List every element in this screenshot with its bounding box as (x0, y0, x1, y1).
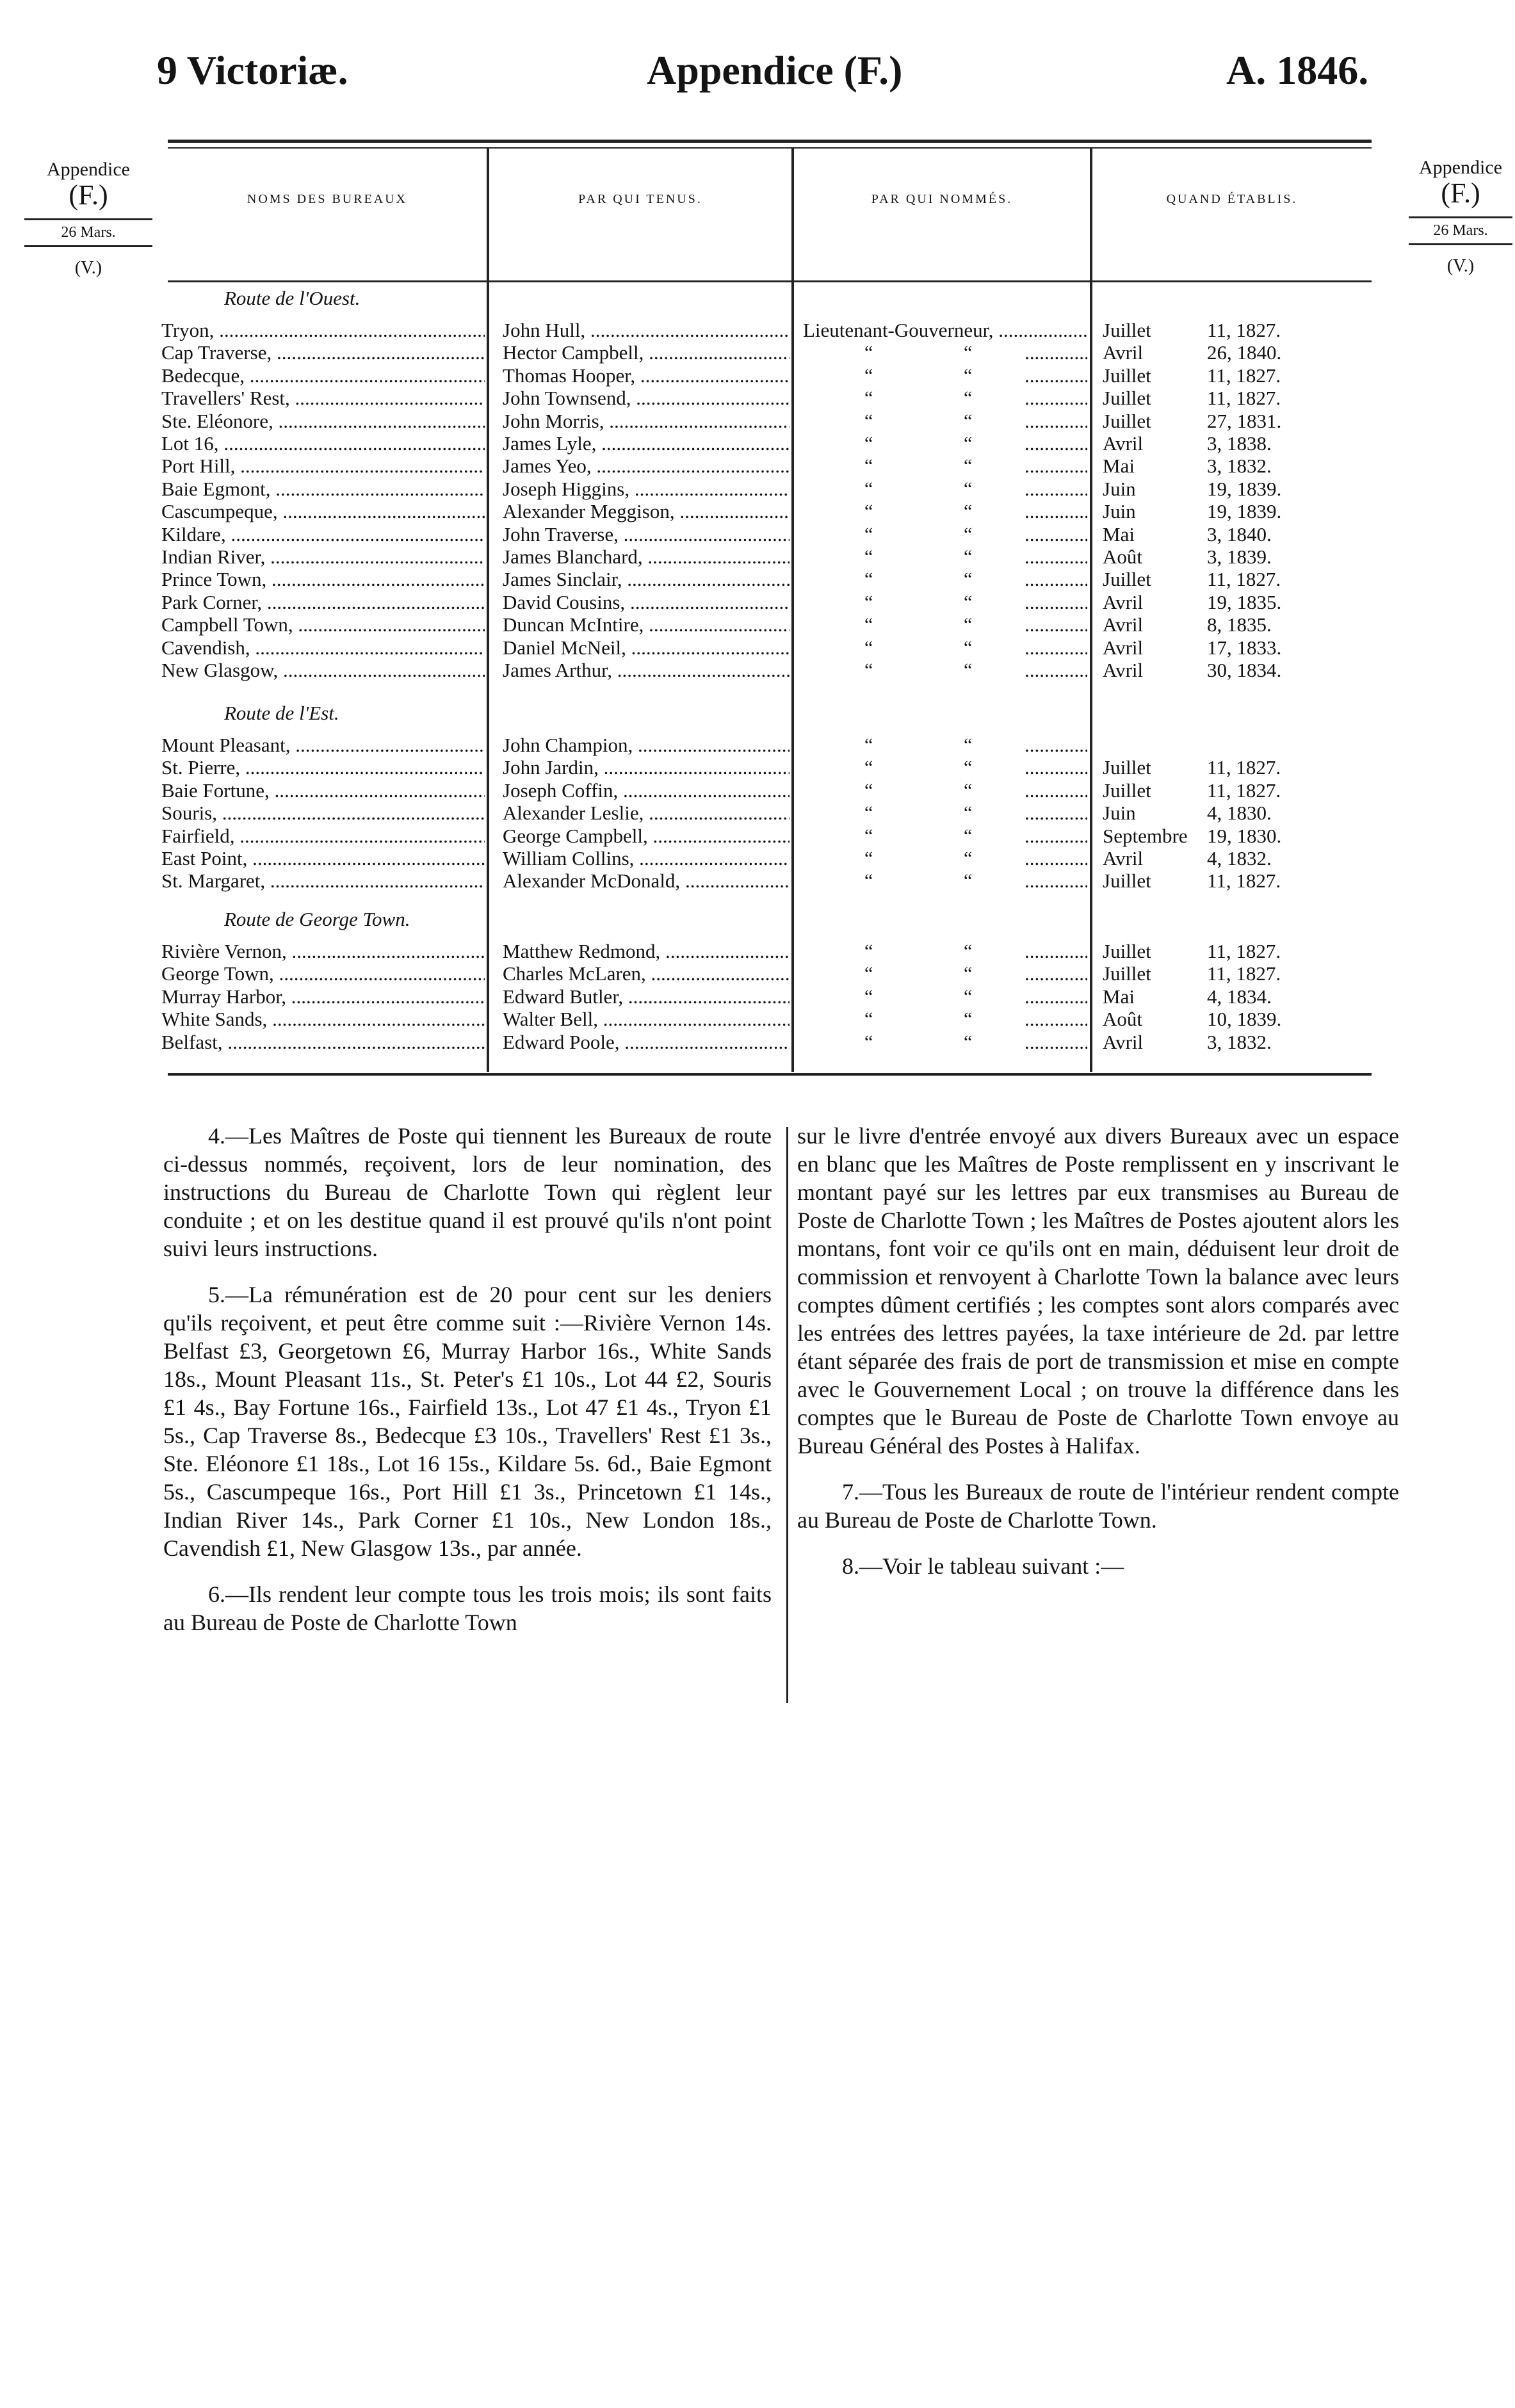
established-month: Juillet (1103, 364, 1151, 387)
leader-dots (1025, 1008, 1087, 1031)
keeper-name: Thomas Hooper, ..... (503, 364, 790, 387)
established-month: Juillet (1103, 319, 1151, 341)
established-date: 26, 1840. (1207, 341, 1282, 364)
leader-dots (1025, 364, 1087, 387)
established-month: Août (1103, 1008, 1142, 1031)
ditto-mark: “ (964, 1008, 973, 1030)
office-name: White Sands, ..... (161, 1008, 485, 1031)
office-name: George Town, ..... (161, 962, 485, 985)
office-name: Rivière Vernon, ..... (161, 940, 485, 963)
office-name: Travellers' Rest, ..... (161, 387, 485, 410)
leader-dots (1025, 869, 1087, 893)
leader-dots (1025, 500, 1087, 523)
established-date: 11, 1827. (1207, 568, 1281, 591)
established-month: Avril (1103, 613, 1144, 636)
ditto-mark: “ (864, 569, 873, 590)
leader-dots (1025, 478, 1087, 501)
ditto-mark: “ (964, 779, 973, 801)
office-name: St. Margaret, ..... (161, 869, 485, 893)
ditto-mark: “ (964, 410, 973, 432)
ditto-mark: “ (864, 455, 873, 477)
office-name: Cavendish, ..... (161, 636, 485, 659)
leader-dots (1025, 985, 1087, 1008)
office-name: Park Corner, ..... (161, 591, 485, 614)
margin-letter: (F.) (1441, 177, 1480, 209)
leader-dots (1025, 455, 1087, 478)
office-name: Prince Town, ..... (161, 568, 485, 591)
keeper-name: Edward Butler, ..... (503, 985, 790, 1008)
leader-dots (1025, 432, 1087, 455)
paragraph: 4.—Les Maîtres de Poste qui tiennent les Bureaux de route ci-dessus nommés, reçoivent, lors de leur nomination, des instructions du Bureau de Charlotte Town qui règlent leur conduite ; et on les destitue quand il est prouvé qu'ils n'ont point suivi leurs instructions. (163, 1123, 772, 1261)
established-month: Avril (1103, 636, 1144, 659)
appointer-name: Lieutenant-Gouverneur, ..... (803, 319, 1088, 342)
leader-dots (1025, 1031, 1087, 1054)
established-month: Juin (1103, 802, 1136, 825)
keeper-name: Joseph Higgins, ..... (503, 478, 790, 501)
text-column-right (797, 1122, 1399, 1598)
text-column-left (163, 1122, 772, 1654)
column-divider (1090, 149, 1092, 1072)
leader-dots (1025, 523, 1087, 546)
ditto-mark: “ (964, 636, 973, 658)
keeper-name: James Yeo, ..... (503, 455, 790, 478)
table-rule-header (168, 280, 1372, 282)
established-date: 3, 1839. (1207, 545, 1272, 568)
office-name: Tryon, ..... (161, 319, 485, 342)
established-month: Juillet (1103, 756, 1151, 779)
ditto-mark: “ (964, 433, 973, 454)
established-month: Août (1103, 545, 1142, 568)
established-date: 11, 1827. (1207, 779, 1281, 802)
ditto-mark: “ (864, 478, 873, 499)
office-name: Campbell Town, ..... (161, 613, 485, 636)
ditto-mark: “ (964, 941, 973, 962)
established-date: 3, 1832. (1207, 1030, 1272, 1053)
leader-dots (1025, 756, 1087, 779)
established-date: 3, 1840. (1207, 522, 1272, 545)
ditto-mark: “ (864, 1008, 873, 1030)
leader-dots (1025, 779, 1087, 802)
ditto-mark: “ (864, 825, 873, 846)
ditto-mark: “ (864, 410, 873, 432)
established-month: Mai (1103, 522, 1135, 545)
keeper-name: John Traverse, ..... (503, 523, 790, 546)
route-heading: Route de l'Est. (224, 702, 339, 724)
ditto-mark: “ (864, 734, 873, 756)
office-name: Baie Egmont, ..... (161, 478, 485, 501)
leader-dots (1025, 410, 1087, 433)
text-column-divider (786, 1127, 788, 1703)
established-month: Mai (1103, 985, 1135, 1008)
office-name: Lot 16, ..... (161, 432, 485, 455)
established-month: Juillet (1103, 869, 1151, 893)
ditto-mark: “ (864, 546, 873, 567)
ditto-mark: “ (864, 433, 873, 454)
ditto-mark: “ (864, 985, 873, 1007)
ditto-mark: “ (864, 870, 873, 892)
leader-dots (1025, 545, 1087, 569)
keeper-name: John Morris, ..... (503, 410, 790, 433)
margin-letter: (F.) (69, 179, 108, 211)
ditto-mark: “ (864, 963, 873, 985)
ditto-mark: “ (964, 1031, 973, 1053)
ditto-mark: “ (964, 501, 973, 522)
established-date: 10, 1839. (1207, 1008, 1282, 1031)
ditto-mark: “ (964, 546, 973, 567)
established-date: 30, 1834. (1207, 659, 1282, 681)
established-date: 3, 1838. (1207, 432, 1272, 455)
office-name: Bedecque, ..... (161, 364, 485, 387)
margin-note-left (24, 159, 152, 279)
ditto-mark: “ (964, 523, 973, 545)
established-month: Avril (1103, 847, 1144, 869)
office-name: Port Hill, ..... (161, 455, 485, 478)
keeper-name: John Townsend, ..... (503, 387, 790, 410)
keeper-name: Duncan McIntire, ..... (503, 613, 790, 636)
paragraph: 6.—Ils rendent leur compte tous les trois mois; ils sont faits au Bureau de Poste de Charlotte Town (163, 1581, 772, 1635)
leader-dots (1025, 659, 1087, 682)
established-month: Juin (1103, 500, 1136, 523)
established-month: Juin (1103, 477, 1136, 500)
column-header-established: QUAND ÉTABLIS. (1166, 192, 1298, 206)
column-header-keeper: PAR QUI TENUS. (578, 192, 702, 206)
keeper-name: Matthew Redmond, ..... (503, 940, 790, 963)
established-date: 19, 1835. (1207, 590, 1282, 613)
ditto-mark: “ (964, 734, 973, 756)
established-date: 4, 1832. (1207, 847, 1272, 869)
margin-date: 26 Mars. (1409, 216, 1512, 245)
established-date: 3, 1832. (1207, 455, 1272, 478)
established-month: Avril (1103, 432, 1144, 455)
paragraph: sur le livre d'entrée envoyé aux divers Bureaux avec un espace en blanc que les Maîtres de Poste remplissent en y inscrivant le montant payé sur les lettres par eux transmises au Bureau de Poste de Charlotte Town ; les Maîtres de Postes ajoutent alors les montans, font voir ce qu'ils ont en main, déduisent leur droit de commission et renvoyent à Charlotte Town la balance avec leurs comptes dûment certifiés ; les comptes sont alors comparés avec les entrées des lettres payées, la taxe intérieure de 2d. par lettre étant séparée des frais de port de transmission et mise en compte avec le Gouvernement Local ; on trouve la différence dans les comptes que le Bureau de Poste de Charlotte Town envoye au Bureau Général des Postes à Halifax. (797, 1123, 1399, 1459)
ditto-mark: “ (964, 802, 973, 824)
ditto-mark: “ (964, 659, 973, 681)
ditto-mark: “ (964, 963, 973, 985)
keeper-name: George Campbell, ..... (503, 825, 790, 848)
margin-label: Appendice (1419, 157, 1502, 178)
office-name: Souris, ..... (161, 802, 485, 825)
established-month: Juillet (1103, 940, 1151, 962)
established-date: 19, 1839. (1207, 477, 1282, 500)
office-name: East Point, ..... (161, 847, 485, 870)
ditto-mark: “ (964, 342, 973, 364)
established-date: 11, 1827. (1207, 756, 1281, 779)
keeper-name: Daniel McNeil, ..... (503, 636, 790, 659)
ditto-mark: “ (864, 636, 873, 658)
leader-dots (1025, 962, 1087, 985)
ditto-mark: “ (964, 985, 973, 1007)
header-left: 9 Victoriæ. (157, 47, 348, 93)
ditto-mark: “ (964, 478, 973, 499)
paragraph: 8.—Voir le tableau suivant :— (842, 1553, 1124, 1579)
established-month: Juillet (1103, 409, 1151, 432)
ditto-mark: “ (964, 387, 973, 409)
office-name: Fairfield, ..... (161, 825, 485, 848)
keeper-name: Alexander Meggison, ..... (503, 500, 790, 523)
ditto-mark: “ (864, 501, 873, 522)
established-month: Septembre (1103, 824, 1188, 847)
column-header-offices: NOMS DES BUREAUX (247, 192, 408, 206)
established-date: 17, 1833. (1207, 636, 1282, 659)
margin-note-right (1409, 157, 1512, 277)
established-month: Juillet (1103, 962, 1151, 985)
leader-dots (1025, 387, 1087, 410)
office-name: Indian River, ..... (161, 545, 485, 569)
established-month: Avril (1103, 1030, 1144, 1053)
established-month: Juillet (1103, 568, 1151, 591)
ditto-mark: “ (964, 364, 973, 386)
header-right: A. 1846. (1226, 47, 1369, 93)
ditto-mark: “ (964, 848, 973, 869)
ditto-mark: “ (864, 941, 873, 962)
established-month: Juillet (1103, 387, 1151, 410)
ditto-mark: “ (964, 870, 973, 892)
table-rule-top (168, 140, 1372, 143)
leader-dots (1025, 613, 1087, 636)
margin-label: Appendice (47, 159, 130, 180)
keeper-name: James Lyle, ..... (503, 432, 790, 455)
established-date: 27, 1831. (1207, 409, 1282, 432)
ditto-mark: “ (864, 659, 873, 681)
route-heading: Route de George Town. (224, 908, 410, 930)
ditto-mark: “ (864, 523, 873, 545)
established-date: 8, 1835. (1207, 613, 1272, 636)
keeper-name: John Hull, ..... (503, 319, 790, 342)
established-date: 11, 1827. (1207, 962, 1281, 985)
office-name: Ste. Eléonore, ..... (161, 410, 485, 433)
ditto-mark: “ (964, 757, 973, 779)
keeper-name: William Collins, ..... (503, 847, 790, 870)
established-date: 4, 1830. (1207, 802, 1272, 825)
office-name: New Glasgow, ..... (161, 659, 485, 682)
margin-section: (V.) (1446, 255, 1475, 276)
ditto-mark: “ (864, 848, 873, 869)
column-divider (791, 149, 794, 1072)
keeper-name: Alexander Leslie, ..... (503, 802, 790, 825)
established-date: 11, 1827. (1207, 319, 1281, 341)
leader-dots (1025, 802, 1087, 825)
paragraph: 5.—La rémunération est de 20 pour cent sur les deniers qu'ils reçoivent, et peut être comme suit :—Rivière Vernon 14s. Belfast £3, Georgetown £6, Murray Harbor 16s., White Sands 18s., Mount Pleasant 11s., St. Peter's £1 10s., Lot 44 £2, Souris £1 4s., Bay Fortune 16s., Fairfield 13s., Lot 47 £1 4s., Tryon £1 5s., Cap Traverse 8s., Bedecque £3 10s., Travellers' Rest £1 3s., Ste. Eléonore £1 18s., Lot 16 15s., Kildare 5s. 6d., Baie Egmont 5s., Cascumpeque 16s., Port Hill £1 3s., Princetown £1 14s., Indian River 14s., Park Corner £1 10s., New London 18s., Cavendish £1, New Glasgow 13s., par année. (163, 1282, 772, 1561)
ditto-mark: “ (864, 387, 873, 409)
office-name: Baie Fortune, ..... (161, 779, 485, 802)
ditto-mark: “ (864, 779, 873, 801)
ditto-mark: “ (964, 614, 973, 636)
leader-dots (1025, 591, 1087, 614)
ditto-mark: “ (964, 825, 973, 846)
paragraph: 7.—Tous les Bureaux de route de l'intérieur rendent compte au Bureau de Poste de Charlotte Town. (797, 1479, 1399, 1533)
leader-dots (1025, 636, 1087, 659)
established-date: 11, 1827. (1207, 364, 1281, 387)
ditto-mark: “ (864, 1031, 873, 1053)
office-name: Mount Pleasant, ..... (161, 734, 485, 757)
established-month: Avril (1103, 590, 1144, 613)
keeper-name: Charles McLaren, ..... (503, 962, 790, 985)
keeper-name: James Sinclair, ..... (503, 568, 790, 591)
leader-dots (1025, 341, 1087, 364)
leader-dots (1025, 568, 1087, 591)
ditto-mark: “ (964, 569, 973, 590)
keeper-name: Joseph Coffin, ..... (503, 779, 790, 802)
keeper-name: Edward Poole, ..... (503, 1031, 790, 1054)
keeper-name: Alexander McDonald, ..... (503, 869, 790, 893)
established-month: Avril (1103, 659, 1144, 681)
margin-section: (V.) (74, 257, 102, 278)
ditto-mark: “ (964, 591, 973, 613)
office-name: Cap Traverse, ..... (161, 341, 485, 364)
keeper-name: John Jardin, ..... (503, 756, 790, 779)
ditto-mark: “ (864, 614, 873, 636)
leader-dots (1025, 734, 1087, 757)
established-date: 19, 1830. (1207, 824, 1282, 847)
office-name: Murray Harbor, ..... (161, 985, 485, 1008)
ditto-mark: “ (864, 757, 873, 779)
leader-dots (1025, 940, 1087, 963)
ditto-mark: “ (964, 455, 973, 477)
keeper-name: James Arthur, ..... (503, 659, 790, 682)
office-name: Cascumpeque, ..... (161, 500, 485, 523)
ditto-mark: “ (864, 342, 873, 364)
established-date: 11, 1827. (1207, 869, 1281, 893)
office-name: Kildare, ..... (161, 523, 485, 546)
route-heading: Route de l'Ouest. (224, 287, 361, 309)
established-date: 11, 1827. (1207, 387, 1281, 410)
established-date: 11, 1827. (1207, 940, 1281, 962)
ditto-mark: “ (864, 802, 873, 824)
keeper-name: John Champion, ..... (503, 734, 790, 757)
table-rule-bottom (168, 1073, 1372, 1076)
established-month: Avril (1103, 341, 1144, 364)
keeper-name: Walter Bell, ..... (503, 1008, 790, 1031)
margin-date: 26 Mars. (24, 218, 152, 246)
leader-dots (1025, 825, 1087, 848)
keeper-name: David Cousins, ..... (503, 591, 790, 614)
ditto-mark: “ (864, 364, 873, 386)
page-title: Appendice (F.) (647, 47, 903, 93)
ditto-mark: “ (864, 591, 873, 613)
keeper-name: Hector Campbell, ..... (503, 341, 790, 364)
established-date: 19, 1839. (1207, 500, 1282, 523)
office-name: St. Pierre, ..... (161, 756, 485, 779)
established-month: Juillet (1103, 779, 1151, 802)
column-header-appointer: PAR QUI NOMMÉS. (871, 192, 1013, 206)
leader-dots (1025, 847, 1087, 870)
office-name: Belfast, ..... (161, 1031, 485, 1054)
table-rule-top-thin (168, 147, 1372, 149)
keeper-name: James Blanchard, ..... (503, 545, 790, 569)
established-month: Mai (1103, 455, 1135, 478)
established-date: 4, 1834. (1207, 985, 1272, 1008)
